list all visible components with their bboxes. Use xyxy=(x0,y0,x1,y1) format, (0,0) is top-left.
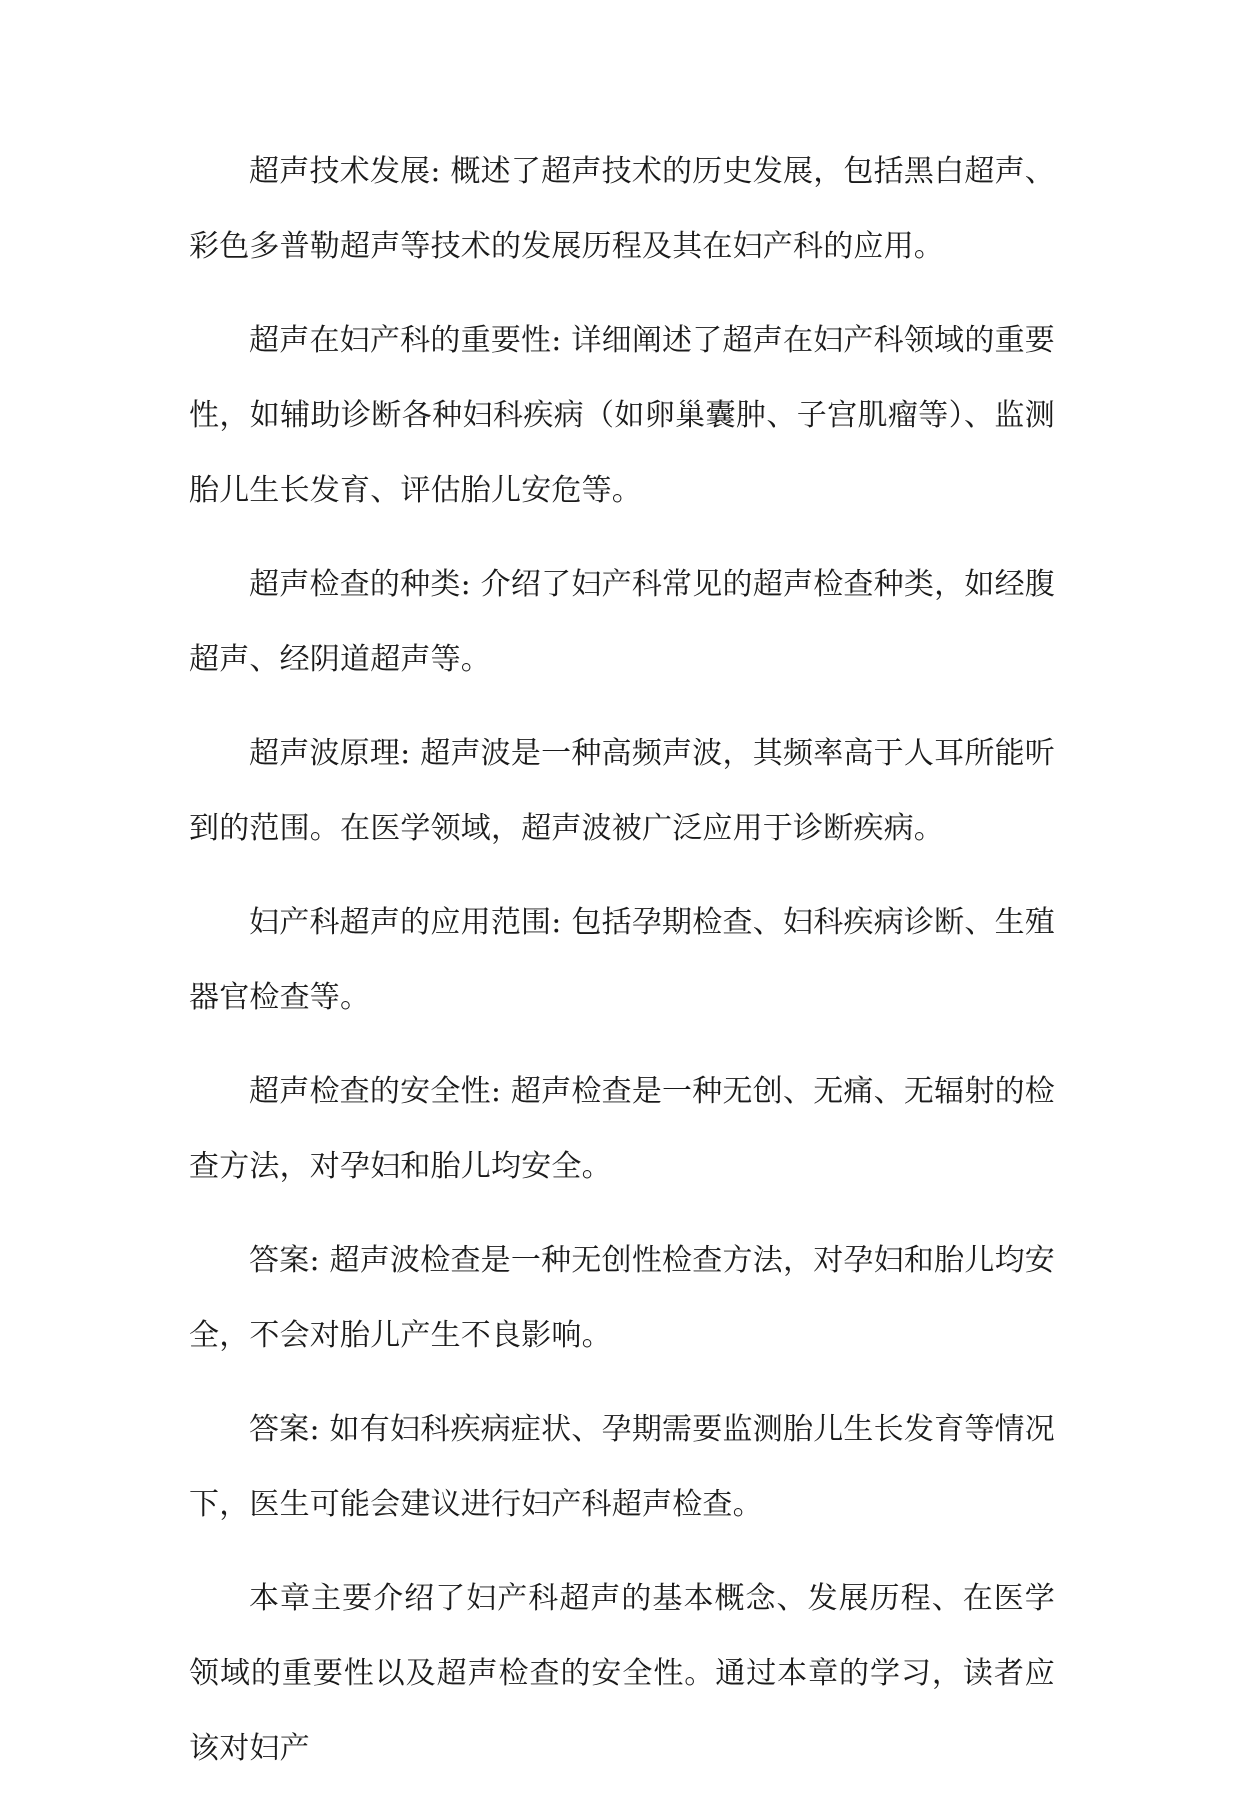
paragraph-exam-types: 超声检查的种类: 介绍了妇产科常见的超声检查种类，如经腹超声、经阴道超声等。 xyxy=(189,567,1055,677)
paragraph-exam-safety: 超声检查的安全性: 超声检查是一种无创、无痛、无辐射的检查方法，对孕妇和胎儿均安全。 xyxy=(189,1074,1055,1184)
paragraph-ultrasound-importance: 超声在妇产科的重要性: 详细阐述了超声在妇产科领域的重要性，如辅助诊断各种妇科疾病（如卵巢囊肿、子宫肌瘤等）、监测胎儿生长发育、评估胎儿安危等。 xyxy=(189,323,1055,508)
paragraph-answer-indication: 答案: 如有妇科疾病症状、孕期需要监测胎儿生长发育等情况下，医生可能会建议进行妇产科超声检查。 xyxy=(189,1412,1055,1522)
paragraph-ultrasound-development: 超声技术发展: 概述了超声技术的历史发展，包括黑白超声、彩色多普勒超声等技术的发展历程及其在妇产科的应用。 xyxy=(189,154,1055,264)
paragraph-chapter-summary: 本章主要介绍了妇产科超声的基本概念、发展历程、在医学领域的重要性以及超声检查的安全性。通过本章的学习，读者应该对妇产 xyxy=(189,1581,1055,1766)
paragraph-ultrasound-principle: 超声波原理: 超声波是一种高频声波，其频率高于人耳所能听到的范围。在医学领域，超声波被广泛应用于诊断疾病。 xyxy=(189,736,1055,846)
paragraph-application-scope: 妇产科超声的应用范围: 包括孕期检查、妇科疾病诊断、生殖器官检查等。 xyxy=(189,905,1055,1015)
paragraph-answer-safety: 答案: 超声波检查是一种无创性检查方法，对孕妇和胎儿均安全，不会对胎儿产生不良影响。 xyxy=(189,1243,1055,1353)
document-body xyxy=(189,134,1055,1805)
